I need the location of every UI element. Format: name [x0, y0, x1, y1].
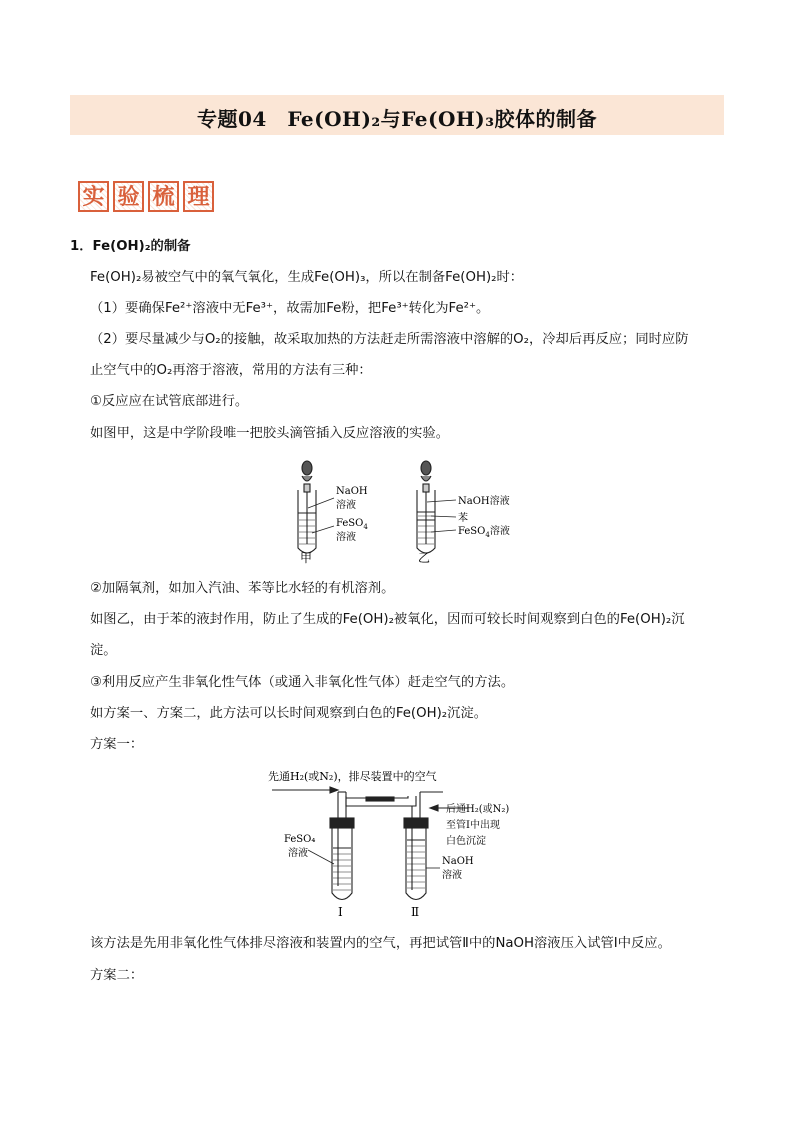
- plan1-right-label-2: 至管Ⅰ中出现: [446, 820, 500, 831]
- plan1-right-label-3: 白色沉淀: [446, 836, 486, 847]
- stamp-char: 理: [183, 181, 214, 212]
- point-2-line-1: （2）要尽量减少与O₂的接触，故采取加热的方法赶走所需溶液中溶解的O₂，冷却后再反应；同时应防: [90, 332, 689, 347]
- figure-jia-yi: [290, 458, 530, 570]
- method-2: ②加隔氧剂，如加入汽油、苯等比水轻的有机溶剂。: [90, 581, 395, 596]
- tube-jia: [298, 461, 334, 553]
- yi-benzene-label: 苯: [458, 513, 468, 524]
- method-1-desc: 如图甲，这是中学阶段唯一把胶头滴管插入反应溶液的实验。: [90, 426, 450, 441]
- plan-1-label: 方案一：: [90, 737, 144, 752]
- yi-caption: 乙: [418, 551, 431, 565]
- method-1: ①反应应在试管底部进行。: [90, 394, 249, 409]
- jia-naoh-label: NaOH: [336, 486, 368, 497]
- plan1-right-label-1: 后通H₂(或N₂): [446, 804, 510, 815]
- method-3: ③利用反应产生非氧化性气体（或通入非氧化性气体）赶走空气的方法。: [90, 675, 515, 690]
- tube-yi: [417, 461, 456, 553]
- title-bar: [70, 95, 724, 135]
- jia-naoh-label-2: 溶液: [336, 500, 356, 511]
- figure-plan-1: [268, 768, 538, 920]
- jia-feso4-label-2: 溶液: [336, 532, 356, 543]
- intro-text: Fe(OH)₂易被空气中的氧气氧化，生成Fe(OH)₃，所以在制备Fe(OH)₂时：: [90, 270, 524, 285]
- tube-1-label: Ⅰ: [338, 905, 343, 919]
- method-2-desc-line-2: 淀。: [90, 643, 117, 658]
- method-2-desc-line-1: 如图乙，由于苯的液封作用，防止了生成的Fe(OH)₂被氧化，因而可较长时间观察到白色的Fe(OH)₂沉: [90, 612, 685, 627]
- jia-feso4-label: FeSO$_4$: [336, 518, 368, 531]
- jia-caption: 甲: [300, 551, 313, 565]
- section-heading: 1．Fe(OH)₂的制备: [70, 239, 191, 254]
- stamp-char: 梳: [148, 181, 179, 212]
- plan1-naoh-label: NaOH: [442, 856, 474, 867]
- tube-2-label: Ⅱ: [411, 905, 420, 919]
- section-stamp: [78, 181, 214, 212]
- plan1-feso4-label: FeSO₄: [284, 834, 316, 845]
- stamp-char: 验: [113, 181, 144, 212]
- plan-1-desc: 该方法是先用非氧化性气体排尽溶液和装置内的空气，再把试管Ⅱ中的NaOH溶液压入试管Ⅰ中反应。: [90, 936, 671, 951]
- yi-naoh-label: NaOH溶液: [458, 496, 510, 507]
- plan-2-label: 方案二：: [90, 968, 144, 983]
- method-3-desc: 如方案一、方案二，此方法可以长时间观察到白色的Fe(OH)₂沉淀。: [90, 706, 487, 721]
- stamp-char: 实: [78, 181, 109, 212]
- point-2-line-2: 止空气中的O₂再溶于溶液，常用的方法有三种：: [90, 363, 372, 378]
- plan1-naoh-label-2: 溶液: [442, 870, 462, 881]
- point-1: （1）要确保Fe²⁺溶液中无Fe³⁺，故需加Fe粉，把Fe³⁺转化为Fe²⁺。: [90, 301, 490, 316]
- yi-feso4-label: FeSO$_4$溶液: [458, 526, 510, 539]
- page-title: 专题04 Fe(OH)₂与Fe(OH)₃胶体的制备: [197, 107, 597, 131]
- plan1-top-label: 先通H₂(或N₂)，排尽装置中的空气: [268, 770, 437, 783]
- plan1-feso4-label-2: 溶液: [288, 848, 308, 859]
